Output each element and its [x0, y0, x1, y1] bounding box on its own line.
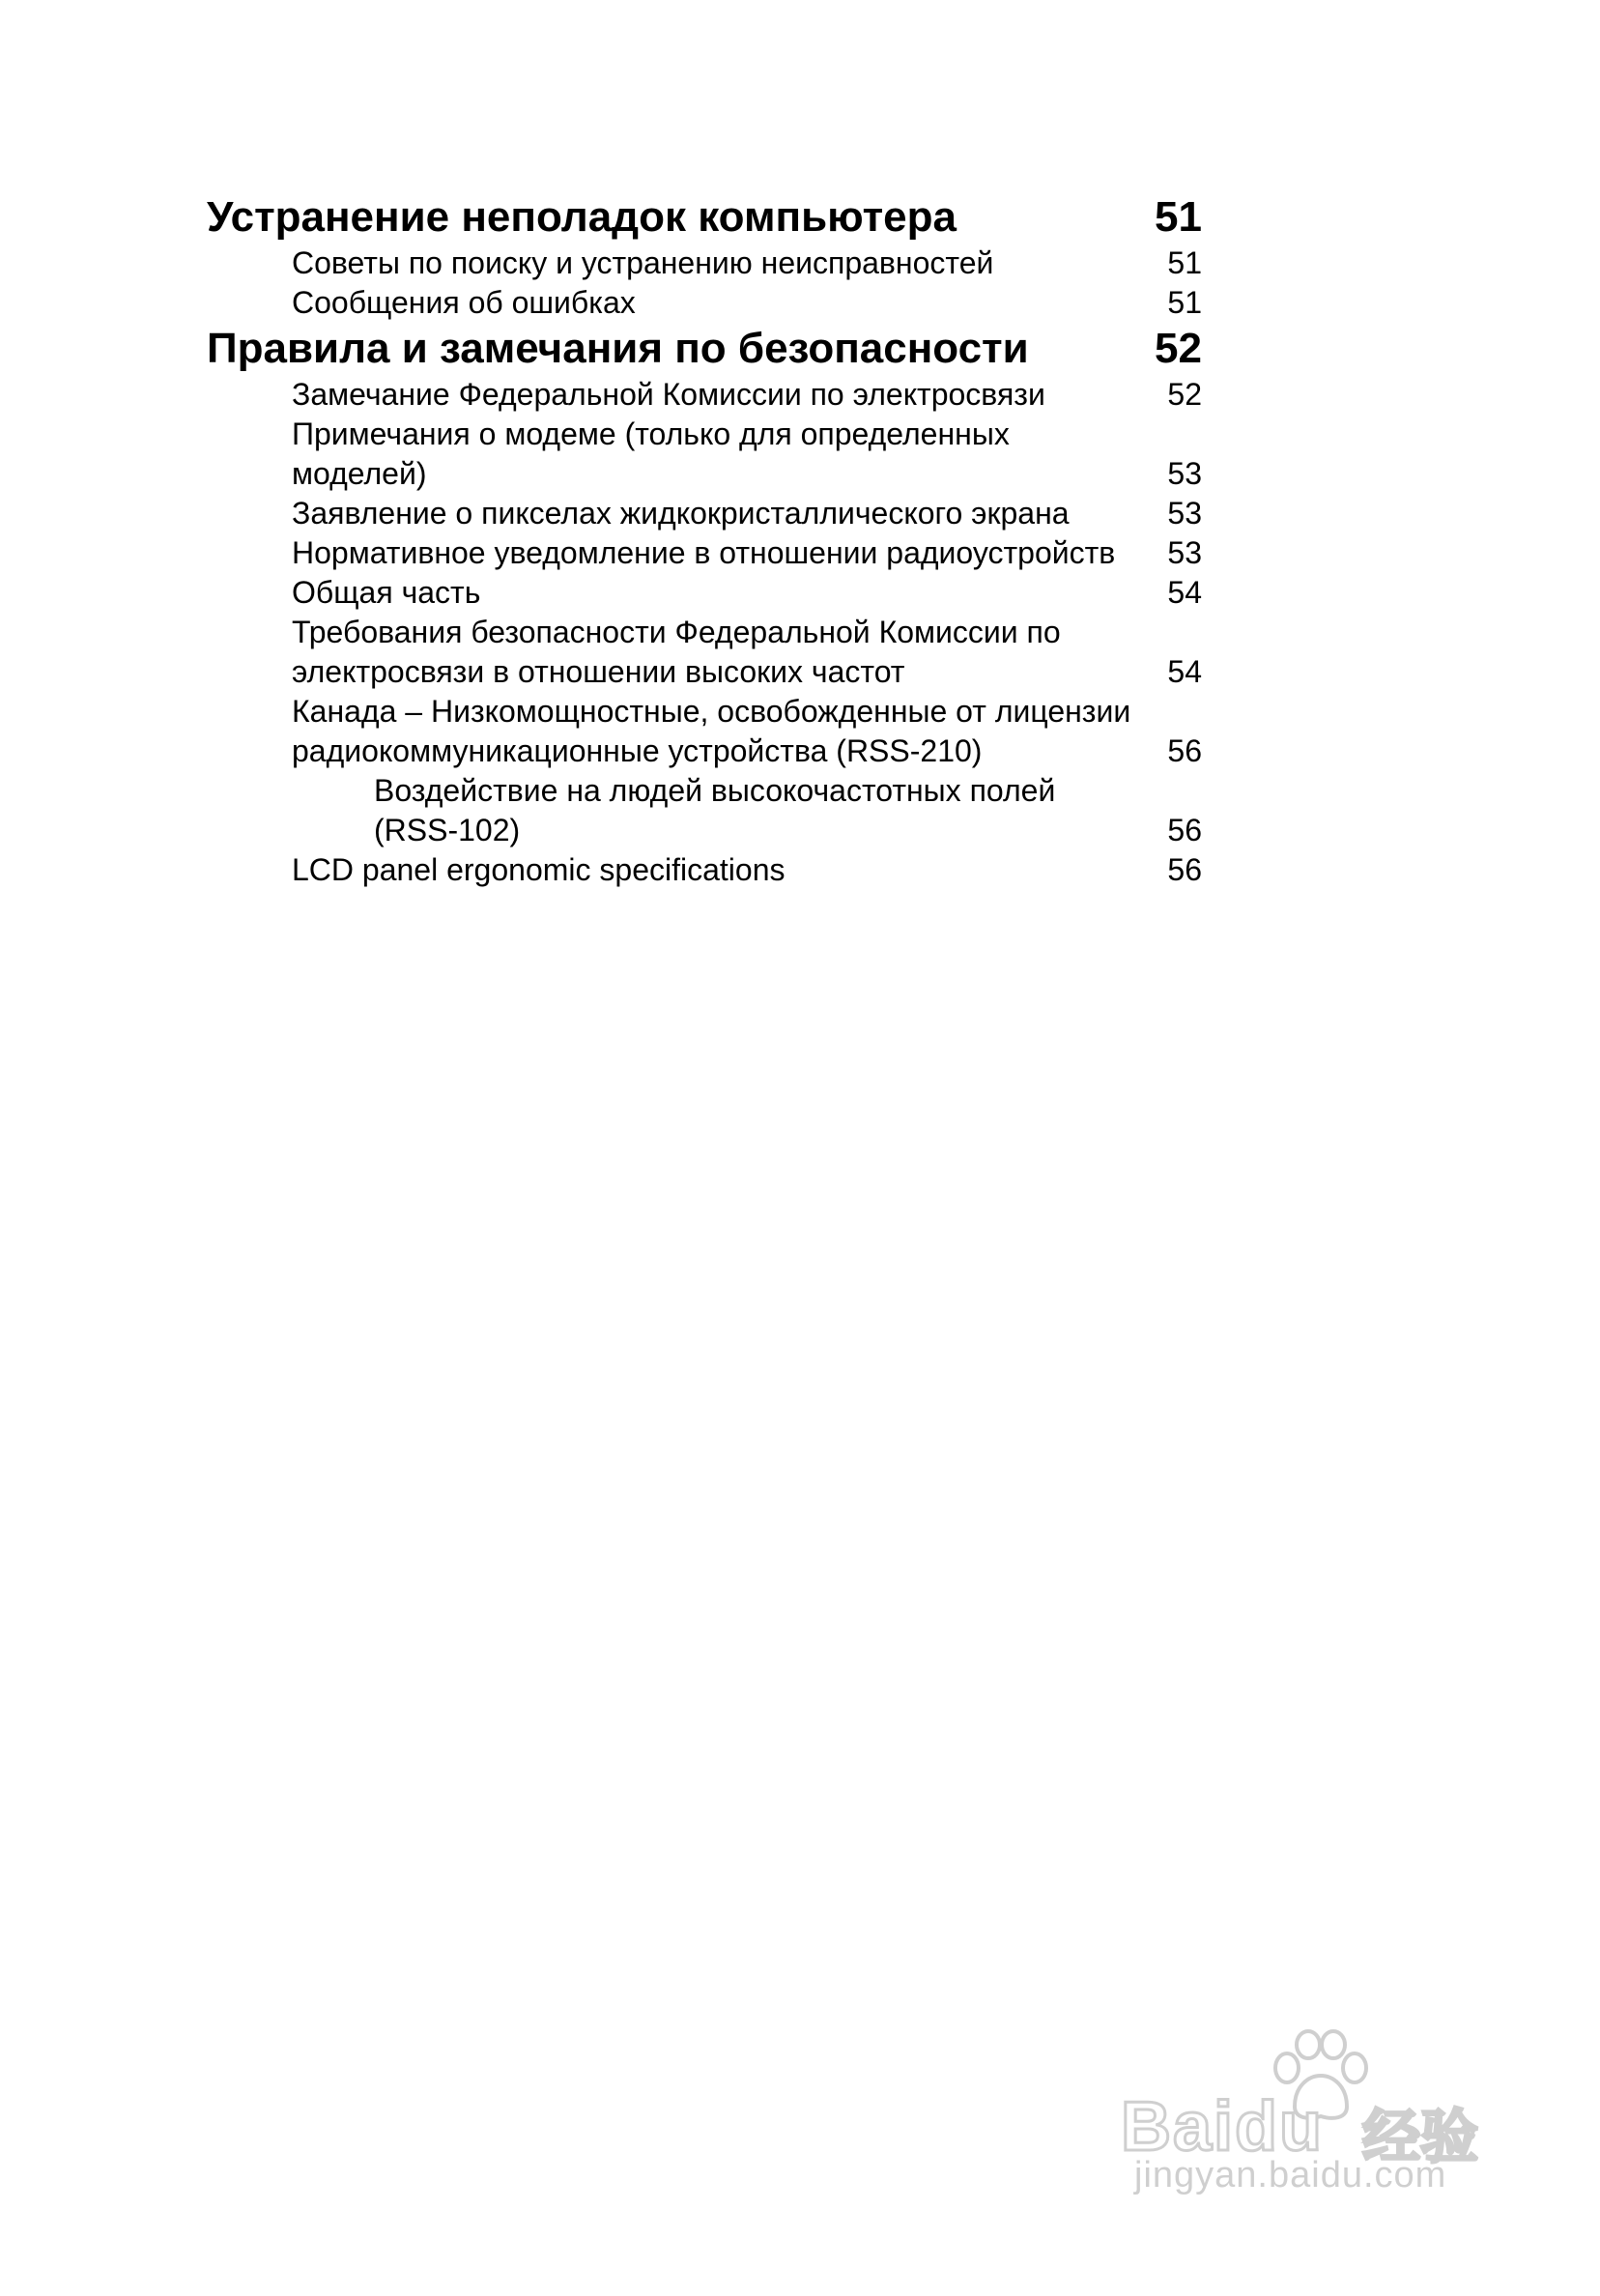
entry-title: Требования безопасности Федеральной Комиссии по электросвязи в отношении высоких частот	[292, 615, 1061, 689]
entry-title: Замечание Федеральной Комиссии по электросвязи	[292, 377, 1045, 412]
entry-title: Общая часть	[292, 575, 481, 610]
watermark-brand: Baidu	[1121, 2088, 1325, 2166]
watermark-brand-cn: 经验	[1362, 2105, 1478, 2169]
toc-entry[interactable]	[207, 692, 1202, 771]
entry-page-number: 56	[1167, 852, 1202, 887]
entry-title: Сообщения об ошибках	[292, 285, 636, 320]
watermark-url: jingyan.baidu.com	[1134, 2155, 1447, 2196]
entry-title: Канада – Низкомощностные, освобожденные от лицензии радиокоммуникационные устройства (RSS-210)	[292, 694, 1131, 768]
toc-subentry[interactable]	[207, 771, 1202, 850]
section-title: Устранение неполадок компьютера	[207, 193, 957, 241]
entry-title: Нормативное уведомление в отношении радиоустройств	[292, 535, 1116, 570]
entry-title: Советы по поиску и устранению неисправностей	[292, 245, 994, 280]
table-of-contents	[207, 191, 1202, 890]
entry-title: Примечания о модеме (только для определенных моделей)	[292, 416, 1010, 491]
toc-entry[interactable]	[207, 613, 1202, 692]
toc-entry[interactable]	[207, 283, 1202, 323]
toc-entry[interactable]	[207, 244, 1202, 283]
toc-entry[interactable]	[207, 415, 1202, 494]
section-title: Правила и замечания по безопасности	[207, 325, 1029, 372]
toc-entry[interactable]	[207, 533, 1202, 573]
entry-title: Заявление о пикселах жидкокристаллического экрана	[292, 496, 1070, 531]
entry-page-number: 53	[1167, 456, 1202, 491]
entry-page-number: 54	[1167, 575, 1202, 610]
entry-page-number: 53	[1167, 535, 1202, 570]
entry-page-number: 52	[1167, 377, 1202, 412]
entry-page-number: 56	[1167, 733, 1202, 768]
toc-entry[interactable]	[207, 494, 1202, 533]
entry-page-number: 54	[1167, 654, 1202, 689]
entry-page-number: 53	[1167, 496, 1202, 531]
section-page-number: 52	[1155, 325, 1202, 372]
entry-title: Воздействие на людей высокочастотных полей (RSS-102)	[374, 773, 1056, 847]
toc-entry[interactable]	[207, 850, 1202, 890]
toc-entry[interactable]	[207, 573, 1202, 613]
section-page-number: 51	[1155, 193, 1202, 241]
baidu-jingyan-watermark	[1121, 2029, 1507, 2194]
toc-section-safety[interactable]	[207, 323, 1202, 375]
entry-page-number: 56	[1167, 813, 1202, 847]
toc-section-troubleshooting[interactable]	[207, 191, 1202, 244]
entry-title: LCD panel ergonomic specifications	[292, 852, 786, 887]
toc-entry[interactable]	[207, 375, 1202, 415]
entry-page-number: 51	[1167, 245, 1202, 280]
entry-page-number: 51	[1167, 285, 1202, 320]
